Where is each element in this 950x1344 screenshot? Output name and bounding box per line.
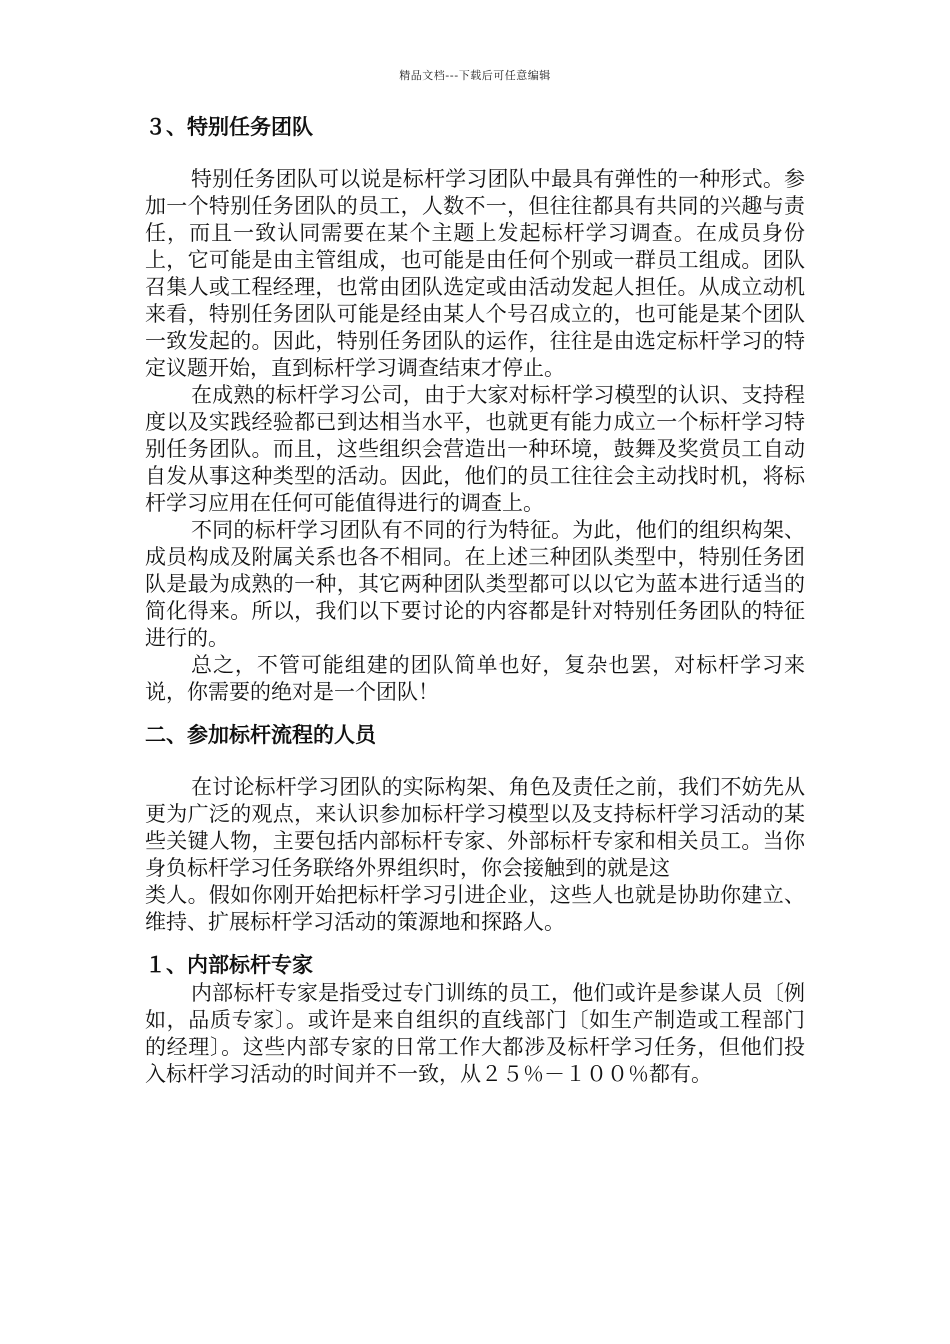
document-body [145,112,805,1088]
paragraph: 总之，不管可能组建的团队简单也好，复杂也罢，对标杆学习来说，你需要的绝对是一个团队！ [145,653,805,704]
paragraph: 不同的标杆学习团队有不同的行为特征。为此，他们的组织构架、成员构成及附属关系也各不相同。在上述三种团队类型中，特别任务团队是最为成熟的一种，其它两种团队类型都可以以它为蓝本进行适当的简化得来。所以，我们以下要讨论的内容都是针对特别任务团队的特征进行的。 [145,518,805,650]
header-note: 精品文档---下载后可任意编辑 [399,69,551,82]
paragraph-continuation: 类人。假如你刚开始把标杆学习引进企业，这些人也就是协助你建立、维持、扩展标杆学习活动的策源地和探路人。 [145,883,805,934]
section-heading-internal-experts: １、内部标杆专家 [145,953,313,977]
paragraph: 在讨论标杆学习团队的实际构架、角色及责任之前，我们不妨先从更为广泛的观点，来认识参加标杆学习模型以及支持标杆学习活动的某些关键人物，主要包括内部标杆专家、外部标杆专家和相关员工。当你身负标杆学习任务联络外界组织时，你会接触到的就是这 [145,775,805,880]
section-heading-special-task-team: ３、特别任务团队 [145,115,313,139]
section-heading-participants: 二、参加标杆流程的人员 [145,723,376,747]
paragraph: 内部标杆专家是指受过专门训练的员工，他们或许是参谋人员〔例如，品质专家〕。或许是来自组织的直线部门〔如生产制造或工程部门的经理〕。这些内部专家的日常工作大都涉及标杆学习任务，但他们投入标杆学习活动的时间并不一致，从２５％－１００％都有。 [145,981,805,1086]
paragraph: 特别任务团队可以说是标杆学习团队中最具有弹性的一种形式。参加一个特别任务团队的员工，人数不一，但往往都具有共同的兴趣与责任，而且一致认同需要在某个主题上发起标杆学习调查。在成员身份上，它可能是由主管组成，也可能是由任何个别或一群员工组成。团队召集人或工程经理，也常由团队选定或由活动发起人担任。从成立动机来看，特别任务团队可能是经由某人个号召成立的，也可能是某个团队一致发起的。因此，特别任务团队的运作，往往是由选定标杆学习的特定议题开始，直到标杆学习调查结束才停止。 [145,167,805,380]
paragraph: 在成熟的标杆学习公司，由于大家对标杆学习模型的认识、支持程度以及实践经验都已到达相当水平，也就更有能力成立一个标杆学习特别任务团队。而且，这些组织会营造出一种环境，鼓舞及奖赏员工自动自发从事这种类型的活动。因此，他们的员工往往会主动找时机，将标杆学习应用在任何可能值得进行的调查上。 [145,383,805,515]
